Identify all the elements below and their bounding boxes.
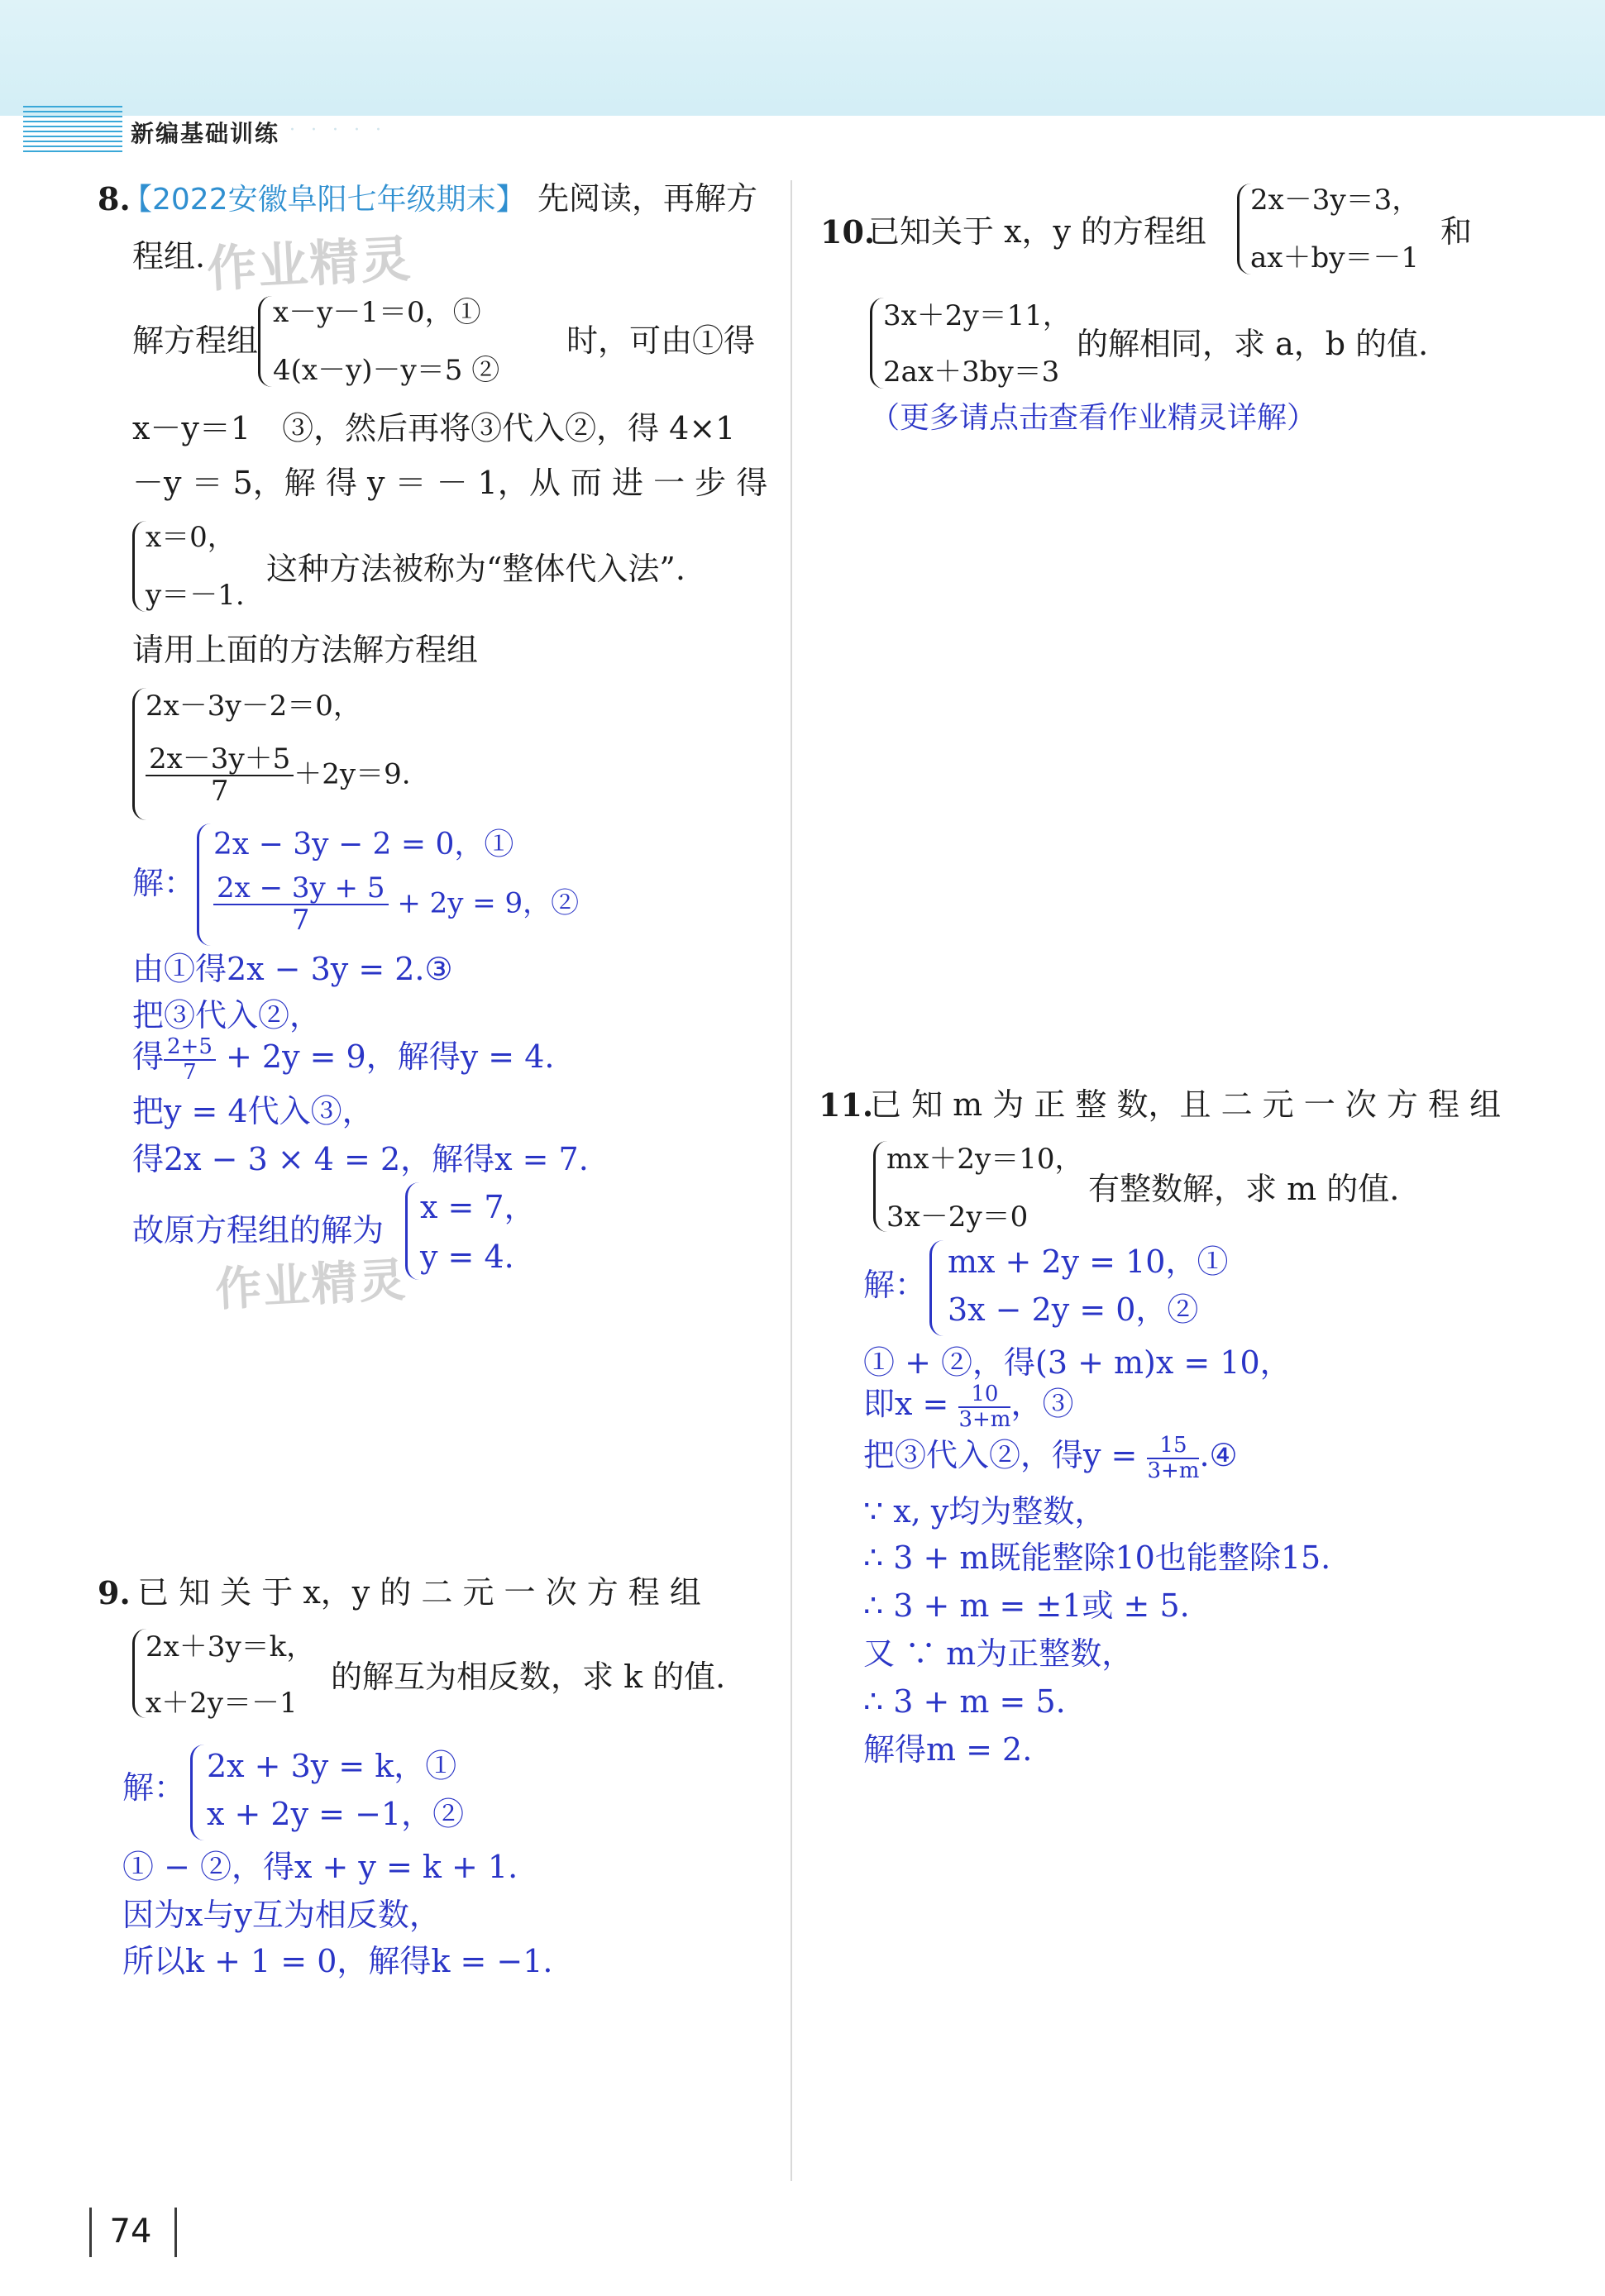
q11-step3-num: 15 bbox=[1147, 1434, 1199, 1459]
q9-sol-eq1: 2x + 3y = k，① bbox=[207, 1748, 457, 1784]
q8-step1: 由①得2x − 3y = 2.③ bbox=[132, 951, 453, 987]
column-divider bbox=[791, 180, 792, 2181]
q8-source-tag: 【2022安徽阜阳七年级期末】 bbox=[122, 183, 526, 217]
q10-prompt: 已知关于 x，y 的方程组 bbox=[868, 213, 1207, 250]
header-dots: · · · · · bbox=[289, 120, 386, 141]
q11-step3-den: 3+m bbox=[1147, 1458, 1200, 1483]
q8-solution-brace bbox=[197, 823, 211, 946]
q10-system1-brace bbox=[1237, 184, 1251, 274]
q8-step3-lead: 得 bbox=[132, 1038, 165, 1076]
watermark: 作业精灵 bbox=[213, 1253, 408, 1318]
q11-step3 bbox=[863, 1434, 1238, 1482]
section-title: 新编基础训练 bbox=[131, 120, 280, 147]
q11-step3-lead: 把③代入②，得y = bbox=[863, 1437, 1138, 1474]
q10-system2-brace bbox=[870, 298, 884, 389]
q11-step3-tail: .④ bbox=[1199, 1437, 1238, 1474]
q10-eq2: ax＋by＝－1 bbox=[1250, 241, 1420, 274]
q8-sol-eq2-tail: + 2y = 9，② bbox=[397, 886, 580, 920]
q8-method-note: 这种方法被称为“整体代入法”. bbox=[266, 551, 685, 587]
q8-sys-eq2-den: 7 bbox=[210, 775, 229, 809]
q11-system-brace bbox=[873, 1141, 887, 1232]
page-number: 74 bbox=[109, 2212, 152, 2251]
q9-step3: 所以k + 1 = 0，解得k = −1. bbox=[122, 1943, 553, 1979]
q11-step6: ∴ 3 + m = ±1或 ± 5. bbox=[863, 1587, 1190, 1624]
q9-number: 9. bbox=[98, 1574, 131, 1611]
q11-sol-eq1: mx + 2y = 10，① bbox=[948, 1243, 1229, 1280]
q8-step2: 把③代入②， bbox=[132, 997, 322, 1033]
q9-eq2: x＋2y＝－1 bbox=[146, 1687, 298, 1720]
q8-result-y: y＝－1. bbox=[146, 579, 245, 612]
q8-sys-eq2-tail: ＋2y＝9. bbox=[294, 757, 411, 791]
q10-and: 和 bbox=[1440, 213, 1473, 250]
q9-step2: 因为x与y互为相反数， bbox=[122, 1897, 441, 1933]
q8-sys-eq2 bbox=[146, 744, 411, 808]
q8-result-x: x＝0， bbox=[146, 521, 236, 554]
q8-sol-eq2-num: 2x − 3y + 5 bbox=[213, 873, 389, 905]
q11-step5: ∴ 3 + m既能整除10也能整除15. bbox=[863, 1539, 1331, 1576]
q8-step4: 把y = 4代入③， bbox=[132, 1093, 374, 1129]
q8-sys-eq1: 2x－3y－2＝0， bbox=[146, 690, 361, 723]
q9-tail: 的解互为相反数，求 k 的值. bbox=[331, 1659, 726, 1695]
q10-eq3: 3x＋2y＝11， bbox=[883, 299, 1071, 332]
q11-step2-den: 3+m bbox=[958, 1406, 1011, 1432]
q8-step5: 得2x − 3 × 4 = 2，解得x = 7. bbox=[132, 1141, 589, 1177]
q9-sol-eq2: x + 2y = −1，② bbox=[207, 1796, 465, 1832]
q8-sol-eq2-den: 7 bbox=[291, 904, 310, 938]
q9-eq1: 2x＋3y＝k， bbox=[146, 1630, 315, 1664]
q8-step3-num: 2+5 bbox=[164, 1035, 216, 1061]
q11-step4: ∵ x, y均为整数， bbox=[863, 1493, 1106, 1530]
q8-solution-lead: 解： bbox=[132, 865, 196, 901]
q11-eq2: 3x－2y＝0 bbox=[886, 1201, 1029, 1234]
q11-step8: ∴ 3 + m = 5. bbox=[863, 1683, 1066, 1720]
q8-final-lead: 故原方程组的解为 bbox=[132, 1212, 385, 1248]
q11-step9: 解得m = 2. bbox=[863, 1731, 1033, 1768]
q8-example-eq1: x－y－1＝0，① bbox=[273, 296, 481, 329]
q10-eq1: 2x－3y＝3， bbox=[1250, 184, 1421, 217]
q11-tail: 有整数解，求 m 的值. bbox=[1088, 1171, 1400, 1207]
q8-final-y: y = 4. bbox=[420, 1239, 514, 1275]
header-band bbox=[0, 0, 1605, 116]
q11-sol-eq2: 3x − 2y = 0，② bbox=[948, 1291, 1199, 1328]
q11-step2-tail: ，③ bbox=[1010, 1386, 1074, 1423]
q11-prompt: 已 知 m 为 正 整 数，且 二 元 一 次 方 程 组 bbox=[870, 1086, 1502, 1123]
q11-solution-brace bbox=[929, 1240, 943, 1336]
q8-number: 8. bbox=[98, 180, 131, 217]
q8-line4: －y ＝ 5，解 得 y ＝ － 1，从 而 进 一 步 得 bbox=[132, 465, 768, 501]
q8-result-brace bbox=[132, 521, 146, 612]
q8-example-eq2: 4(x－y)－y＝5 ② bbox=[273, 354, 500, 387]
q10-eq4: 2ax＋3by＝3 bbox=[883, 356, 1060, 389]
q8-example-tail: 时，可由①得 bbox=[566, 322, 756, 359]
q9-system-brace bbox=[132, 1629, 146, 1718]
q8-final-brace bbox=[405, 1182, 419, 1280]
q9-solution-lead: 解： bbox=[122, 1769, 186, 1806]
q8-prompt-a: 先阅读，再解方 bbox=[537, 180, 758, 217]
q11-step2-num: 10 bbox=[958, 1382, 1010, 1408]
q11-step2-lead: 即x = bbox=[863, 1386, 949, 1423]
q11-solution-lead: 解： bbox=[863, 1267, 927, 1303]
watermark: 作业精灵 bbox=[205, 230, 413, 299]
q10-number: 10. bbox=[820, 213, 876, 251]
q11-eq1: mx＋2y＝10， bbox=[886, 1143, 1083, 1176]
q8-step3-den: 7 bbox=[183, 1059, 197, 1085]
q8-line3: x－y＝1 ③，然后再将③代入②，得 4×1 bbox=[132, 410, 736, 446]
q11-number: 11. bbox=[819, 1086, 874, 1124]
header-decoration bbox=[23, 106, 122, 155]
q8-final-x: x = 7， bbox=[420, 1189, 536, 1225]
q10-more-link[interactable]: （更多请点击查看作业精灵详解） bbox=[870, 401, 1317, 435]
q8-example-brace bbox=[258, 296, 272, 387]
q8-example-lead: 解方程组 bbox=[132, 322, 259, 359]
q11-step2 bbox=[863, 1382, 1073, 1431]
q8-sol-eq2 bbox=[213, 873, 579, 937]
q8-prompt-b: 程组. bbox=[132, 238, 206, 274]
q8-step3-tail: + 2y = 9，解得y = 4. bbox=[225, 1038, 555, 1076]
q11-step1: ① + ②，得(3 + m)x = 10， bbox=[863, 1344, 1292, 1381]
q8-sol-eq1: 2x − 3y − 2 = 0，① bbox=[213, 828, 514, 862]
q8-task: 请用上面的方法解方程组 bbox=[132, 632, 479, 668]
q9-step1: ① − ②，得x + y = k + 1. bbox=[122, 1849, 518, 1885]
q10-tail: 的解相同，求 a，b 的值. bbox=[1077, 326, 1429, 362]
q9-solution-brace bbox=[190, 1745, 204, 1840]
q8-step3 bbox=[132, 1035, 554, 1084]
q8-system-brace bbox=[132, 688, 146, 820]
q9-prompt: 已 知 关 于 x，y 的 二 元 一 次 方 程 组 bbox=[137, 1574, 701, 1611]
q8-sys-eq2-num: 2x－3y＋5 bbox=[146, 744, 294, 776]
q11-step7: 又 ∵ m为正整数， bbox=[863, 1635, 1134, 1672]
